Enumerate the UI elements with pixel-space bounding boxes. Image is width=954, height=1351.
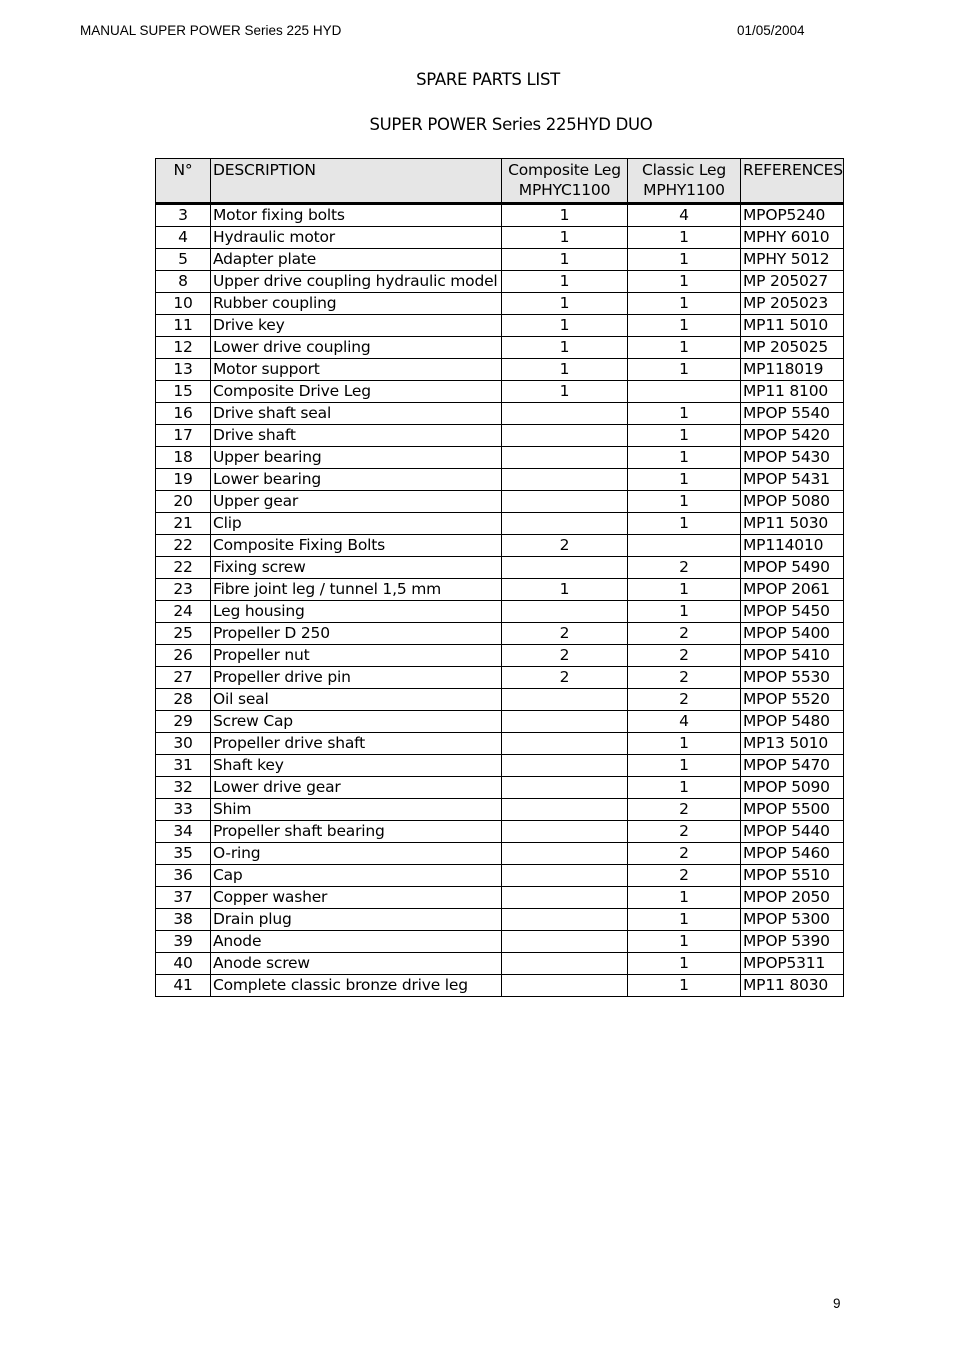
cell-classic-qty: 2 [628, 821, 741, 843]
table-row [156, 645, 844, 667]
table-row [156, 843, 844, 865]
cell-composite-qty [502, 975, 628, 997]
cell-composite-qty [502, 733, 628, 755]
cell-description: Lower drive gear [211, 777, 502, 799]
cell-classic-qty: 4 [628, 711, 741, 733]
cell-composite-qty: 2 [502, 535, 628, 557]
cell-composite-qty: 1 [502, 271, 628, 293]
cell-reference: MP11 8100 [741, 381, 844, 403]
cell-number: 38 [156, 909, 211, 931]
table-row [156, 447, 844, 469]
cell-composite-qty [502, 689, 628, 711]
cell-classic-qty: 1 [628, 447, 741, 469]
cell-description: Complete classic bronze drive leg [211, 975, 502, 997]
cell-number: 5 [156, 249, 211, 271]
cell-classic-qty [628, 535, 741, 557]
cell-composite-qty [502, 931, 628, 953]
cell-classic-qty: 1 [628, 491, 741, 513]
table-row [156, 931, 844, 953]
document-header-date: 01/05/2004 [737, 23, 805, 38]
table-header-row [156, 159, 844, 204]
composite-leg-label: Composite Leg [508, 161, 621, 179]
cell-composite-qty: 1 [502, 337, 628, 359]
cell-description: Copper washer [211, 887, 502, 909]
table-row [156, 975, 844, 997]
cell-classic-qty: 4 [628, 204, 741, 227]
cell-reference: MP11 5010 [741, 315, 844, 337]
cell-composite-qty [502, 843, 628, 865]
cell-description: Screw Cap [211, 711, 502, 733]
table-row [156, 865, 844, 887]
table-row [156, 425, 844, 447]
table-row [156, 535, 844, 557]
cell-reference: MPOP 5510 [741, 865, 844, 887]
table-row [156, 557, 844, 579]
cell-reference: MPHY 5012 [741, 249, 844, 271]
cell-reference: MP 205023 [741, 293, 844, 315]
cell-number: 13 [156, 359, 211, 381]
cell-description: Motor support [211, 359, 502, 381]
cell-composite-qty: 2 [502, 623, 628, 645]
cell-reference: MPOP 5470 [741, 755, 844, 777]
cell-reference: MPOP 5080 [741, 491, 844, 513]
cell-reference: MPOP 5460 [741, 843, 844, 865]
table-row [156, 491, 844, 513]
cell-description: Drive key [211, 315, 502, 337]
cell-composite-qty: 2 [502, 645, 628, 667]
cell-reference: MPOP 5430 [741, 447, 844, 469]
cell-composite-qty [502, 425, 628, 447]
cell-number: 27 [156, 667, 211, 689]
cell-classic-qty: 1 [628, 733, 741, 755]
cell-number: 12 [156, 337, 211, 359]
page-number: 9 [833, 1296, 841, 1311]
spare-parts-table [155, 158, 844, 997]
cell-classic-qty: 2 [628, 865, 741, 887]
cell-description: Shim [211, 799, 502, 821]
cell-description: Lower drive coupling [211, 337, 502, 359]
cell-description: Oil seal [211, 689, 502, 711]
cell-composite-qty: 1 [502, 579, 628, 601]
cell-classic-qty: 1 [628, 755, 741, 777]
cell-number: 22 [156, 535, 211, 557]
cell-classic-qty: 2 [628, 623, 741, 645]
table-row [156, 667, 844, 689]
classic-leg-code: MPHY1100 [643, 181, 725, 199]
cell-composite-qty [502, 755, 628, 777]
cell-number: 15 [156, 381, 211, 403]
cell-classic-qty: 1 [628, 579, 741, 601]
cell-reference: MP11 5030 [741, 513, 844, 535]
cell-description: Composite Drive Leg [211, 381, 502, 403]
cell-description: Upper drive coupling hydraulic model [211, 271, 502, 293]
cell-composite-qty [502, 777, 628, 799]
cell-number: 20 [156, 491, 211, 513]
cell-reference: MPOP 5490 [741, 557, 844, 579]
cell-description: Drive shaft seal [211, 403, 502, 425]
column-header-references: REFERENCES [741, 159, 844, 204]
table-row [156, 755, 844, 777]
table-row [156, 799, 844, 821]
cell-composite-qty [502, 601, 628, 623]
column-header-description: DESCRIPTION [211, 159, 502, 204]
cell-classic-qty: 1 [628, 777, 741, 799]
cell-reference: MPOP 5440 [741, 821, 844, 843]
table-row [156, 777, 844, 799]
cell-composite-qty: 2 [502, 667, 628, 689]
table-row [156, 403, 844, 425]
table-row [156, 204, 844, 227]
cell-reference: MP118019 [741, 359, 844, 381]
cell-composite-qty [502, 953, 628, 975]
table-row [156, 293, 844, 315]
cell-reference: MP11 8030 [741, 975, 844, 997]
cell-classic-qty: 1 [628, 931, 741, 953]
cell-classic-qty: 2 [628, 799, 741, 821]
cell-reference: MPHY 6010 [741, 227, 844, 249]
cell-number: 24 [156, 601, 211, 623]
cell-number: 3 [156, 204, 211, 227]
cell-composite-qty [502, 491, 628, 513]
cell-description: Hydraulic motor [211, 227, 502, 249]
cell-classic-qty: 1 [628, 227, 741, 249]
cell-number: 32 [156, 777, 211, 799]
cell-reference: MPOP 5530 [741, 667, 844, 689]
cell-reference: MP114010 [741, 535, 844, 557]
cell-number: 11 [156, 315, 211, 337]
table-row [156, 249, 844, 271]
cell-description: Upper bearing [211, 447, 502, 469]
cell-composite-qty [502, 909, 628, 931]
cell-description: Motor fixing bolts [211, 204, 502, 227]
cell-number: 19 [156, 469, 211, 491]
cell-number: 4 [156, 227, 211, 249]
cell-number: 41 [156, 975, 211, 997]
cell-reference: MPOP 5300 [741, 909, 844, 931]
cell-number: 22 [156, 557, 211, 579]
cell-reference: MPOP5311 [741, 953, 844, 975]
cell-description: Propeller drive pin [211, 667, 502, 689]
cell-number: 23 [156, 579, 211, 601]
table-row [156, 887, 844, 909]
cell-composite-qty: 1 [502, 293, 628, 315]
cell-classic-qty: 1 [628, 249, 741, 271]
cell-description: Lower bearing [211, 469, 502, 491]
cell-reference: MPOP 5090 [741, 777, 844, 799]
cell-composite-qty [502, 447, 628, 469]
cell-description: Leg housing [211, 601, 502, 623]
table-row [156, 689, 844, 711]
cell-classic-qty: 1 [628, 359, 741, 381]
cell-classic-qty: 1 [628, 513, 741, 535]
cell-classic-qty: 1 [628, 271, 741, 293]
cell-reference: MP 205025 [741, 337, 844, 359]
cell-number: 40 [156, 953, 211, 975]
cell-classic-qty: 1 [628, 909, 741, 931]
cell-number: 28 [156, 689, 211, 711]
classic-leg-label: Classic Leg [641, 161, 727, 179]
cell-composite-qty [502, 711, 628, 733]
cell-number: 35 [156, 843, 211, 865]
table-row [156, 601, 844, 623]
cell-number: 29 [156, 711, 211, 733]
cell-number: 21 [156, 513, 211, 535]
table-row [156, 623, 844, 645]
cell-composite-qty [502, 403, 628, 425]
document-header-title: MANUAL SUPER POWER Series 225 HYD [80, 23, 342, 38]
cell-description: Propeller D 250 [211, 623, 502, 645]
cell-description: Anode [211, 931, 502, 953]
cell-reference: MPOP 2061 [741, 579, 844, 601]
cell-classic-qty: 1 [628, 975, 741, 997]
cell-number: 31 [156, 755, 211, 777]
cell-number: 16 [156, 403, 211, 425]
cell-composite-qty: 1 [502, 204, 628, 227]
table-row [156, 315, 844, 337]
cell-classic-qty: 2 [628, 557, 741, 579]
cell-reference: MPOP 5390 [741, 931, 844, 953]
cell-reference: MPOP 5400 [741, 623, 844, 645]
cell-number: 18 [156, 447, 211, 469]
cell-description: Anode screw [211, 953, 502, 975]
table-row [156, 469, 844, 491]
cell-composite-qty [502, 821, 628, 843]
table-row [156, 381, 844, 403]
cell-classic-qty: 2 [628, 645, 741, 667]
cell-reference: MP13 5010 [741, 733, 844, 755]
cell-description: O-ring [211, 843, 502, 865]
cell-classic-qty: 1 [628, 887, 741, 909]
cell-number: 10 [156, 293, 211, 315]
cell-number: 25 [156, 623, 211, 645]
cell-number: 8 [156, 271, 211, 293]
cell-description: Propeller drive shaft [211, 733, 502, 755]
cell-description: Fixing screw [211, 557, 502, 579]
table-row [156, 337, 844, 359]
cell-composite-qty [502, 557, 628, 579]
cell-number: 39 [156, 931, 211, 953]
cell-number: 37 [156, 887, 211, 909]
cell-composite-qty [502, 865, 628, 887]
cell-number: 36 [156, 865, 211, 887]
cell-classic-qty: 1 [628, 425, 741, 447]
cell-classic-qty: 1 [628, 337, 741, 359]
cell-number: 33 [156, 799, 211, 821]
cell-reference: MPOP 5540 [741, 403, 844, 425]
cell-classic-qty: 1 [628, 469, 741, 491]
cell-composite-qty: 1 [502, 227, 628, 249]
cell-description: Composite Fixing Bolts [211, 535, 502, 557]
cell-description: Propeller nut [211, 645, 502, 667]
cell-reference: MPOP 5410 [741, 645, 844, 667]
cell-classic-qty: 2 [628, 667, 741, 689]
cell-description: Fibre joint leg / tunnel 1,5 mm [211, 579, 502, 601]
cell-composite-qty: 1 [502, 359, 628, 381]
cell-composite-qty: 1 [502, 381, 628, 403]
table-row [156, 227, 844, 249]
cell-number: 30 [156, 733, 211, 755]
table-row [156, 579, 844, 601]
cell-composite-qty: 1 [502, 249, 628, 271]
table-row [156, 711, 844, 733]
cell-description: Drain plug [211, 909, 502, 931]
cell-description: Drive shaft [211, 425, 502, 447]
cell-reference: MPOP 5431 [741, 469, 844, 491]
cell-number: 26 [156, 645, 211, 667]
table-row [156, 953, 844, 975]
table-row [156, 513, 844, 535]
page-subtitle: SUPER POWER Series 225HYD DUO [369, 115, 653, 134]
cell-classic-qty: 1 [628, 403, 741, 425]
cell-description: Rubber coupling [211, 293, 502, 315]
cell-description: Upper gear [211, 491, 502, 513]
cell-reference: MP 205027 [741, 271, 844, 293]
table-row [156, 359, 844, 381]
cell-reference: MPOP 5520 [741, 689, 844, 711]
cell-reference: MPOP5240 [741, 204, 844, 227]
page-title: SPARE PARTS LIST [416, 70, 560, 89]
column-header-number: N° [156, 159, 211, 204]
cell-classic-qty: 1 [628, 315, 741, 337]
cell-reference: MPOP 5450 [741, 601, 844, 623]
cell-description: Cap [211, 865, 502, 887]
cell-description: Propeller shaft bearing [211, 821, 502, 843]
table-row [156, 909, 844, 931]
cell-composite-qty [502, 469, 628, 491]
cell-composite-qty [502, 887, 628, 909]
table-row [156, 821, 844, 843]
cell-reference: MPOP 5500 [741, 799, 844, 821]
cell-composite-qty: 1 [502, 315, 628, 337]
cell-composite-qty [502, 513, 628, 535]
cell-classic-qty [628, 381, 741, 403]
cell-description: Adapter plate [211, 249, 502, 271]
table-row [156, 271, 844, 293]
cell-description: Clip [211, 513, 502, 535]
cell-number: 17 [156, 425, 211, 447]
table-row [156, 733, 844, 755]
cell-classic-qty: 2 [628, 689, 741, 711]
composite-leg-code: MPHYC1100 [518, 181, 611, 199]
table-body [156, 204, 844, 997]
cell-reference: MPOP 2050 [741, 887, 844, 909]
cell-classic-qty: 1 [628, 601, 741, 623]
cell-reference: MPOP 5420 [741, 425, 844, 447]
cell-reference: MPOP 5480 [741, 711, 844, 733]
cell-description: Shaft key [211, 755, 502, 777]
cell-classic-qty: 2 [628, 843, 741, 865]
cell-classic-qty: 1 [628, 953, 741, 975]
cell-number: 34 [156, 821, 211, 843]
column-header-classic-leg [628, 159, 741, 204]
column-header-composite-leg [502, 159, 628, 204]
cell-classic-qty: 1 [628, 293, 741, 315]
cell-composite-qty [502, 799, 628, 821]
